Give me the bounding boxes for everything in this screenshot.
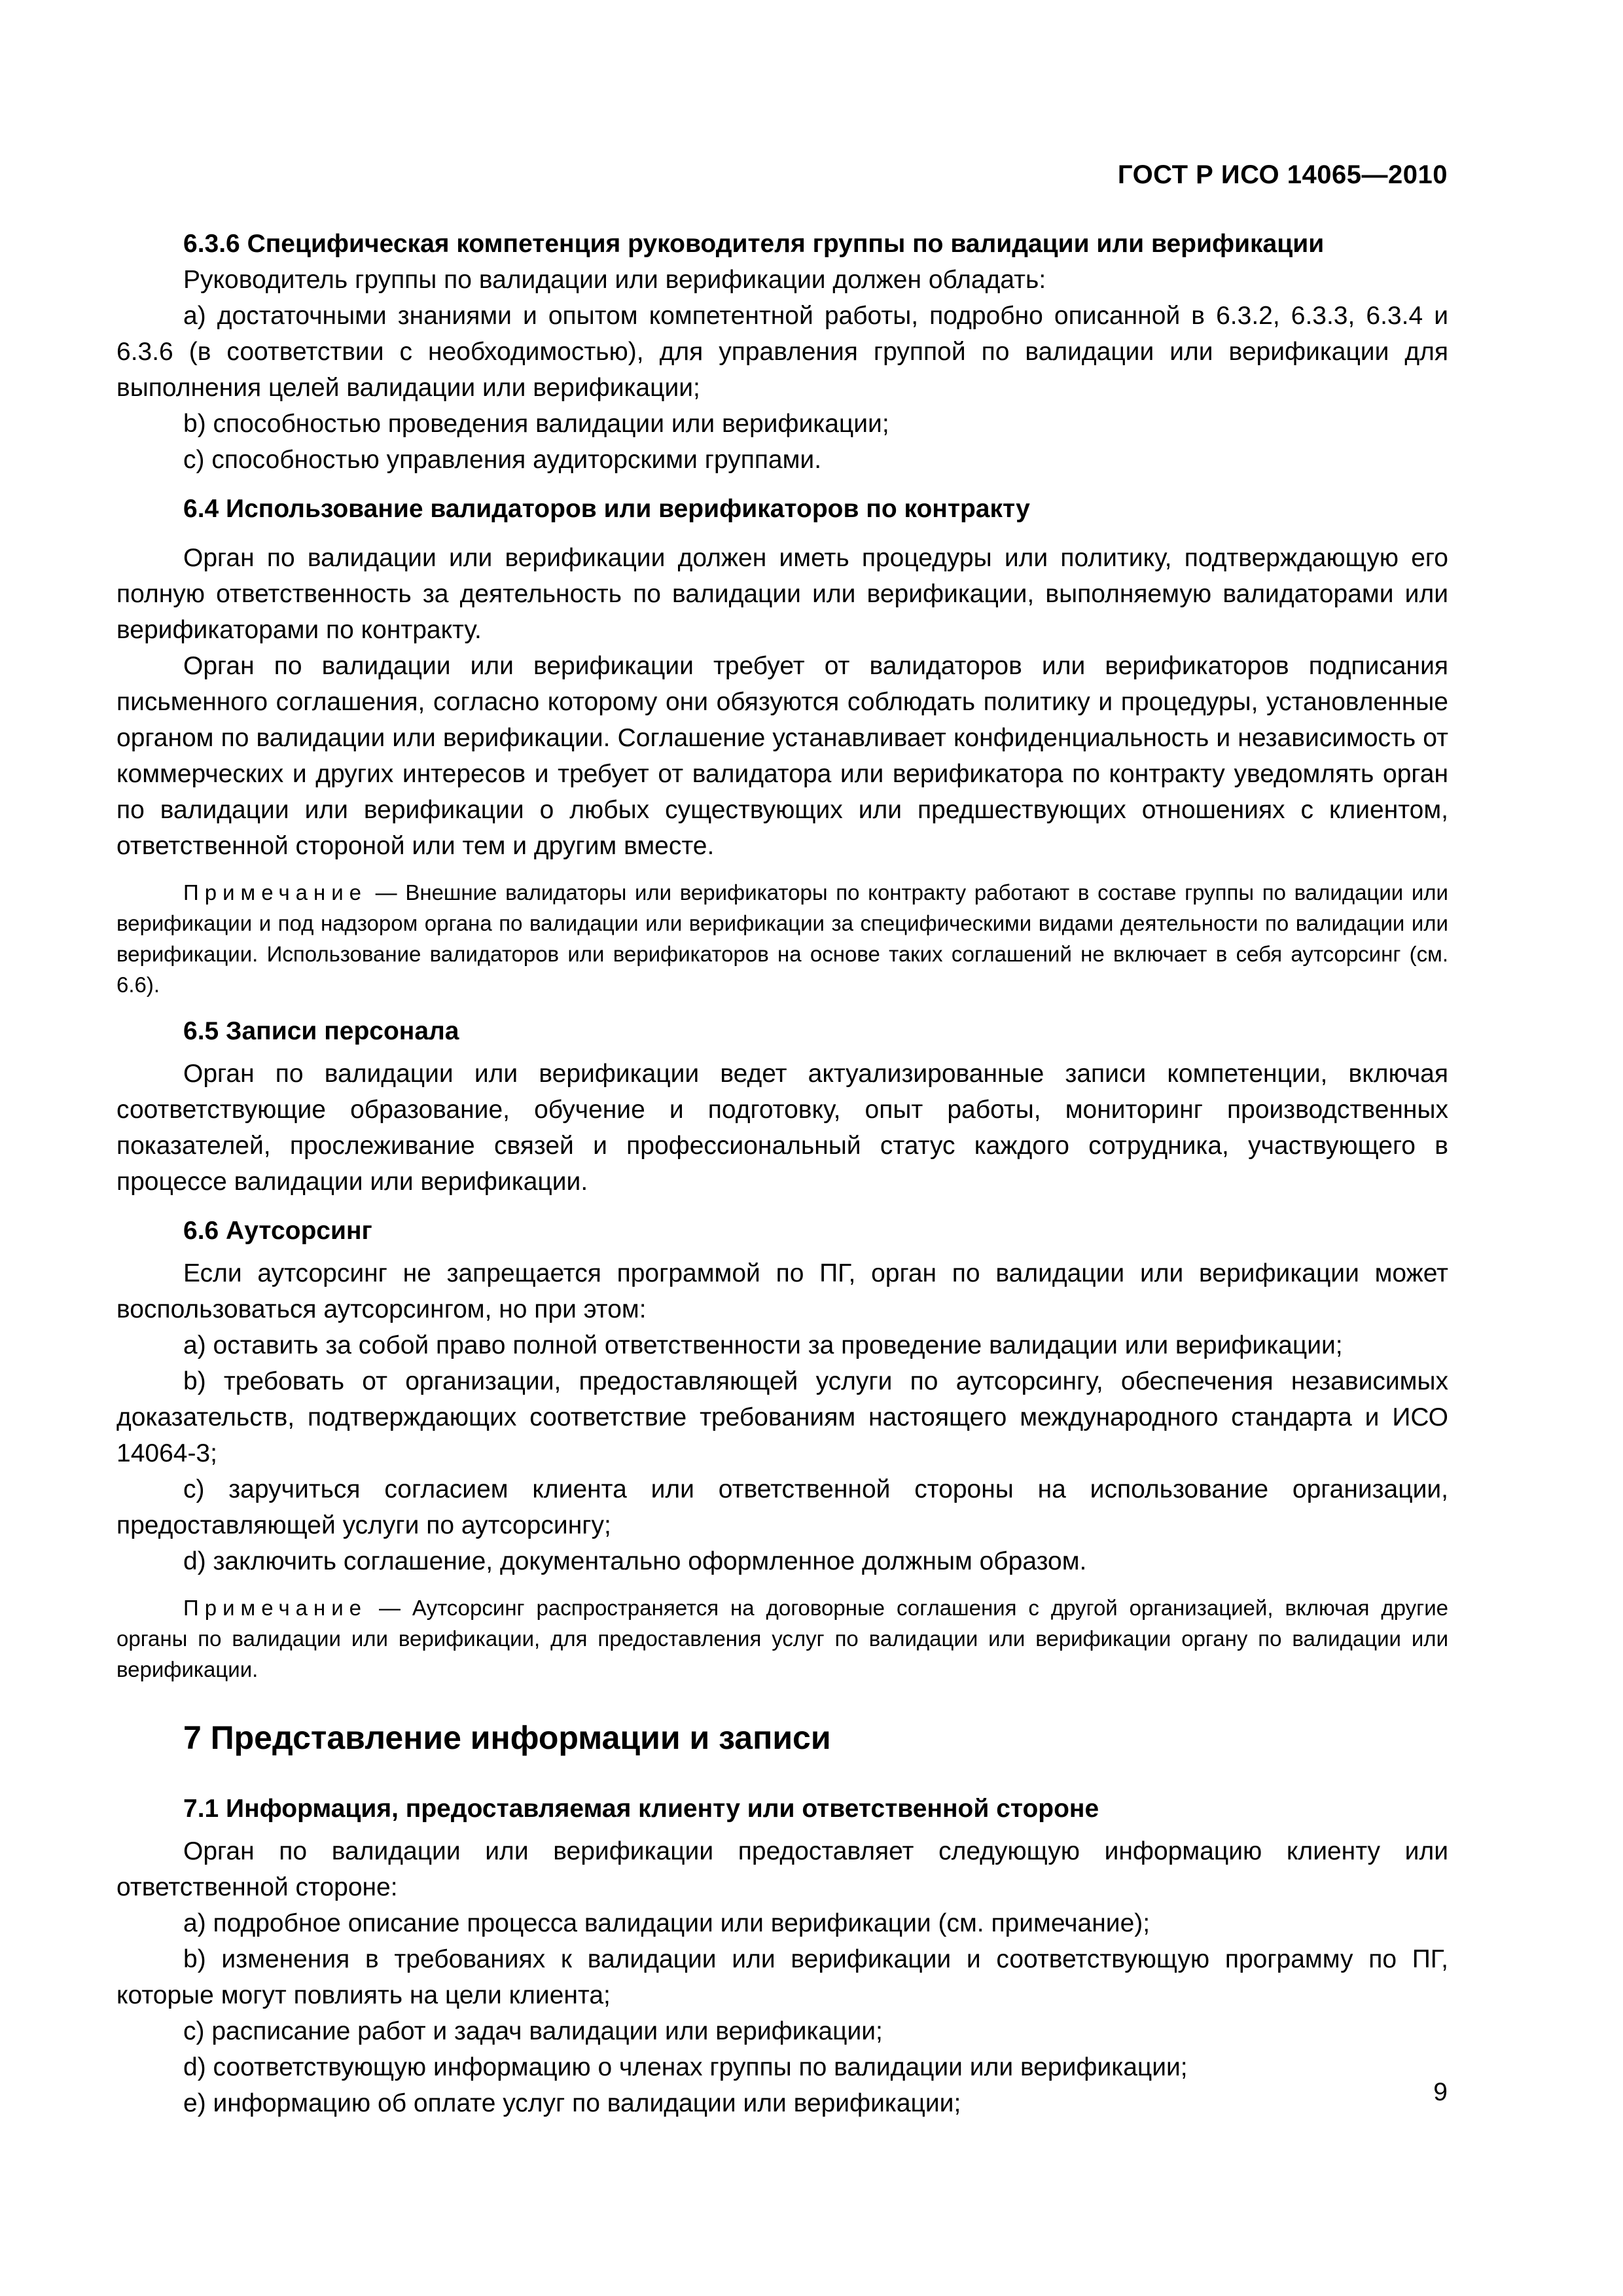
section-6-3-6-intro: Руководитель группы по валидации или верификации должен обладать:	[183, 266, 1046, 294]
section-6-3-6-title: 6.3.6 Специфическая компетенция руководителя группы по валидации или верификации	[183, 230, 1325, 258]
standard-id-header: ГОСТ Р ИСО 14065—2010	[1117, 160, 1448, 189]
section-6-3-6-item-c: c) способностью управления аудиторскими группами.	[183, 446, 822, 474]
section-6-5-title: 6.5 Записи персонала	[183, 1017, 459, 1045]
section-6-6-item-c: c) заручиться согласием клиента или ответственной стороны на использование организации, предоставляющей услуги по аутсорсингу;	[116, 1475, 1448, 1539]
note-text: — Внешние валидаторы или верификаторы по контракту работают в составе группы по валидации или верификации и под надзором органа по валидации или верификации за специфическими видами деятельности по валидации или верификации. Использование валидаторов или верификаторов на основе таких соглашений не включает в себя аутсорсинг (см. 6.6).	[116, 880, 1448, 997]
section-6-4-paragraph-1: Орган по валидации или верификации должен иметь процедуры или политику, подтверждающую его полную ответственность за деятельность по валидации или верификации, выполняемую валидаторами или верификаторами по контракту.	[116, 544, 1448, 644]
section-7-1-item-e: e) информацию об оплате услуг по валидации или верификации;	[183, 2089, 961, 2117]
section-7-title: 7 Представление информации и записи	[183, 1719, 831, 1756]
section-6-5-paragraph-1: Орган по валидации или верификации ведет актуализированные записи компетенции, включая соответствующие образование, обучение и подготовку, опыт работы, мониторинг производственных показателей, прослеживание связей и профессиональный статус каждого сотрудника, участвующего в процессе валидации или верификации.	[116, 1060, 1448, 1196]
section-6-6-item-a: a) оставить за собой право полной ответственности за проведение валидации или верификации;	[183, 1331, 1343, 1359]
page-number: 9	[1433, 2078, 1448, 2106]
note-text: — Аутсорсинг распространяется на договорные соглашения с другой организацией, включая другие органы по валидации или верификации, для предоставления услуг по валидации или верификации органу по валидации или верификации.	[116, 1596, 1448, 1681]
section-6-6-item-d: d) заключить соглашение, документально оформленное должным образом.	[183, 1547, 1087, 1575]
page-content	[116, 226, 1448, 2121]
section-7-1-title: 7.1 Информация, предоставляемая клиенту или ответственной стороне	[183, 1795, 1099, 1823]
section-6-3-6-item-b: b) способностью проведения валидации или верификации;	[183, 410, 889, 438]
section-6-6-note	[116, 1592, 1448, 1685]
section-6-4-note	[116, 877, 1448, 1000]
section-6-6-title: 6.6 Аутсорсинг	[183, 1217, 372, 1245]
section-6-6-item-b: b) требовать от организации, предоставляющей услуги по аутсорсингу, обеспечения независимых доказательств, подтверждающих соответствие требованиям настоящего международного стандарта и ИСО 14064-3;	[116, 1367, 1448, 1467]
section-7-1-item-b: b) изменения в требованиях к валидации или верификации и соответствующую программу по ПГ, которые могут повлиять на цели клиента;	[116, 1945, 1448, 2009]
section-7-1-item-a: a) подробное описание процесса валидации или верификации (см. примечание);	[183, 1909, 1150, 1937]
section-6-3-6-item-a: a) достаточными знаниями и опытом компетентной работы, подробно описанной в 6.3.2, 6.3.3, 6.3.4 и 6.3.6 (в соответствии с необходимостью), для управления группой по валидации или верификации для выполнения целей валидации или верификации;	[116, 302, 1448, 402]
section-7-1-paragraph-1: Орган по валидации или верификации предоставляет следующую информацию клиенту или ответственной стороне:	[116, 1837, 1448, 1901]
section-6-4-paragraph-2: Орган по валидации или верификации требует от валидаторов или верификаторов подписания письменного соглашения, согласно которому они обязуются соблюдать политику и процедуры, установленные органом по валидации или верификации. Соглашение устанавливает конфиденциальность и независимость от коммерческих и других интересов и требует от валидатора или верификатора по контракту уведомлять орган по валидации или верификации о любых существующих или предшествующих отношениях с клиентом, ответственной стороной или тем и другим вместе.	[116, 652, 1448, 860]
section-7-1-item-c: c) расписание работ и задач валидации или верификации;	[183, 2017, 883, 2045]
note-label: Примечание	[183, 1596, 368, 1620]
note-label: Примечание	[183, 880, 368, 905]
section-6-4-title: 6.4 Использование валидаторов или верификаторов по контракту	[183, 495, 1030, 523]
section-6-6-paragraph-1: Если аутсорсинг не запрещается программой по ПГ, орган по валидации или верификации может воспользоваться аутсорсингом, но при этом:	[116, 1259, 1448, 1323]
section-7-1-item-d: d) соответствующую информацию о членах группы по валидации или верификации;	[183, 2053, 1188, 2081]
